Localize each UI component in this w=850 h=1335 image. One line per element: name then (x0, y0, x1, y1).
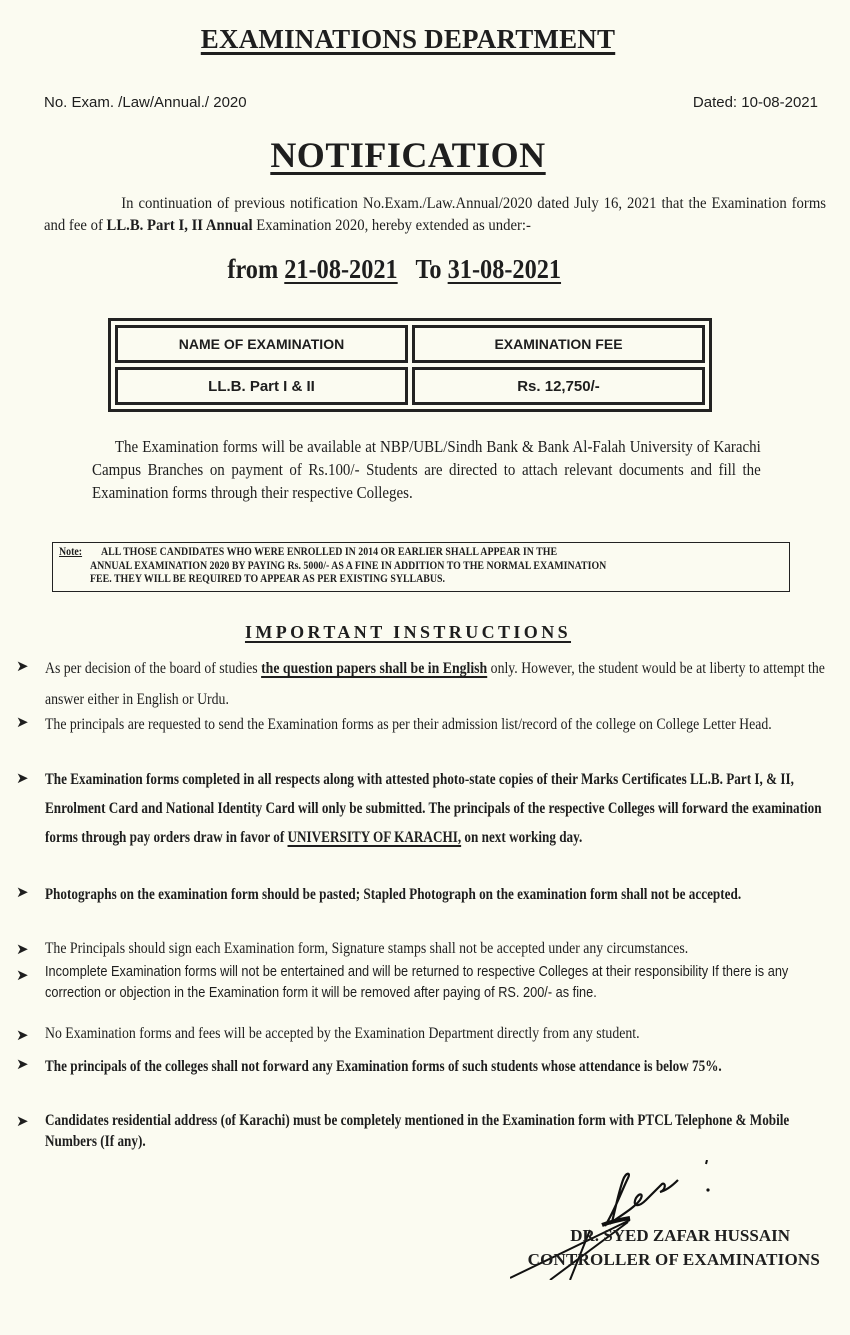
department-title: EXAMINATIONS DEPARTMENT (200, 24, 616, 54)
arrowhead-bullet-icon: ➤ (16, 1055, 29, 1073)
instructions-title: IMPORTANT INSTRUCTIONS (244, 622, 572, 642)
fee-table-cell-fee: Rs. 12,750/- (412, 367, 705, 405)
arrowhead-bullet-icon: ➤ (16, 657, 29, 675)
fee-table-header-exam: NAME OF EXAMINATION (115, 325, 408, 363)
arrowhead-bullet-icon: ➤ (16, 940, 29, 958)
english-emphasis: the question papers shall be in English (261, 660, 488, 677)
note-box (52, 542, 790, 592)
university-emphasis: UNIVERSITY OF KARACHI, (287, 829, 462, 846)
arrowhead-bullet-icon: ➤ (16, 966, 29, 984)
intro-paragraph: In continuation of previous notification No.Exam./Law.Annual/2020 dated July 16, 2021 that the Examination forms and fee of LL.B. Part I, II Annual Examination 2020, hereby extended as under:- (44, 195, 826, 234)
arrowhead-bullet-icon: ➤ (16, 769, 29, 787)
date-range (0, 254, 788, 285)
to-date: 31-08-2021 (447, 254, 562, 284)
arrowhead-bullet-icon: ➤ (16, 1026, 29, 1044)
fee-table-cell-exam: LL.B. Part I & II (115, 367, 408, 405)
arrowhead-bullet-icon: ➤ (16, 883, 29, 901)
issue-date: Dated: 10-08-2021 (692, 94, 818, 111)
note-text: Note: ALL THOSE CANDIDATES WHO WERE ENROLLED IN 2014 OR EARLIER SHALL APPEAR IN THE ANNUAL EXAMINATION 2020 BY PAYING Rs. 5000/- AS A FINE IN ADDITION TO THE NORMAL EXAMINATION FEE. THEY WILL BE REQUIRED TO APPEAR AS PER EXISTING SYLLABUS. (59, 546, 607, 585)
arrowhead-bullet-icon: ➤ (16, 1112, 29, 1130)
availability-paragraph: The Examination forms will be available at NBP/UBL/Sindh Bank & Bank Al-Falah University of Karachi Campus Branches on payment of Rs.100/- Students are directed to attach relevant documents and fill the Examination forms through their respective Colleges. (92, 437, 761, 502)
from-label: from (227, 254, 279, 284)
signatory-name: DR. SYED ZAFAR HUSSAIN (570, 1226, 790, 1245)
fee-table-header-fee: EXAMINATION FEE (412, 325, 705, 363)
signatory-title: CONTROLLER OF EXAMINATIONS (527, 1250, 820, 1269)
from-date: 21-08-2021 (284, 254, 398, 284)
note-label: Note: (59, 546, 83, 558)
arrowhead-bullet-icon: ➤ (16, 713, 29, 731)
notification-title: NOTIFICATION (270, 135, 546, 175)
to-label: To (415, 254, 442, 284)
fee-table (108, 318, 712, 412)
exam-name-bold: LL.B. Part I, II Annual (106, 217, 253, 234)
reference-number: No. Exam. /Law/Annual./ 2020 (44, 94, 247, 111)
